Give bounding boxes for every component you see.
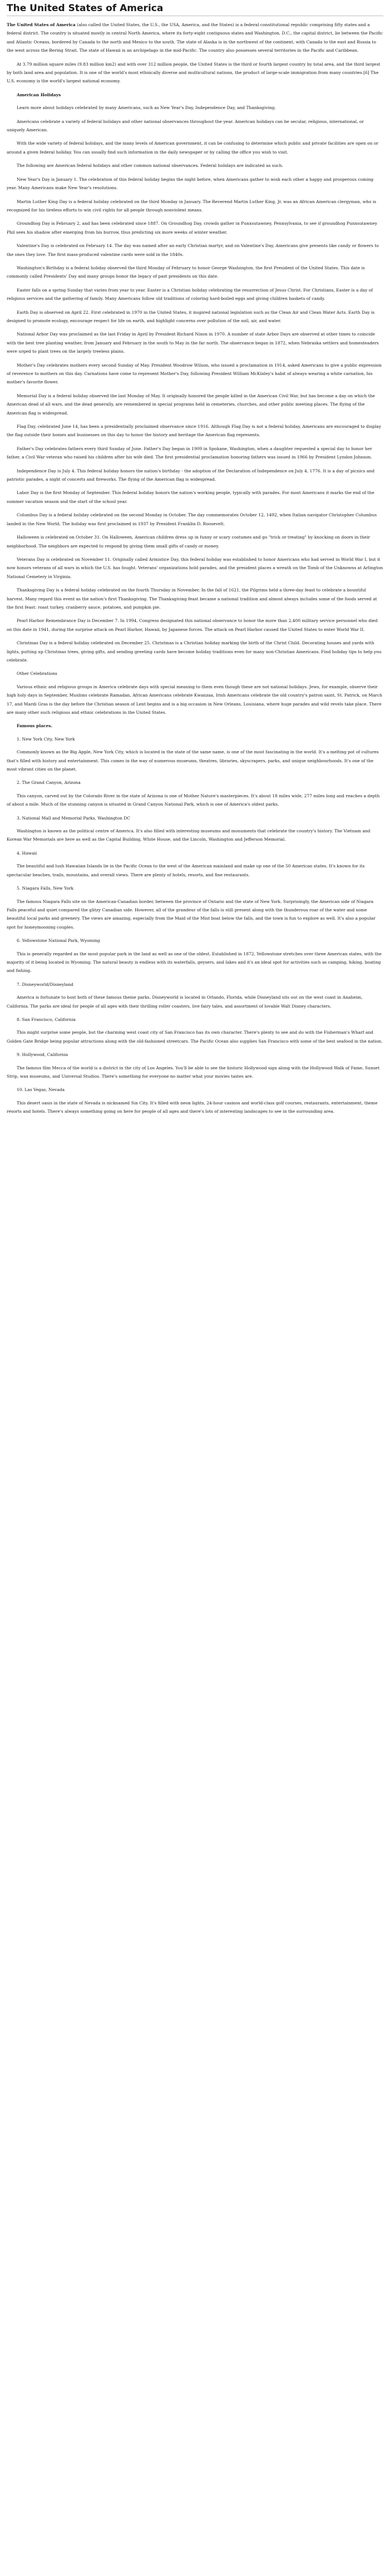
- place-description: This canyon, carved out by the Colorado River in the state of Arizona is one of Mother Nature's masterpieces. It's about 18 miles wide, 277 miles long and reaches a depth of about a mile. Much of the stunning canyon is situated in Grand Canyon National Park, which is one of America's oldest parks.: [7, 793, 380, 807]
- holiday-paragraph: Americans celebrate a variety of federal holidays and other national observances throughout the year. American holidays can be secular, religious, international, or uniquely American.: [7, 119, 364, 133]
- holiday-paragraph: Washington's Birthday is a federal holiday observed the third Monday of February to honor George Washington, the first President of the United States. This date is commonly called Presidents' Day and many groups honor the legacy of past presidents on this date.: [7, 265, 365, 279]
- intro-lead: The United States of America: [7, 22, 76, 27]
- place-description: The beautiful and lush Hawaiian Islands lie in the Pacific Ocean to the west of the American mainland and make up one of the 50 American states. It's known for its spectacular beaches, trails, mountains, and overall views. There are plenty of hotels, resorts, and fine restaurants.: [7, 863, 365, 877]
- holiday-paragraph: With the wide variety of federal holidays, and the many levels of American government, it can be confusing to determine which public and private facilities are open on or around a given federal holiday. You can usually find such information in the daily newspaper or by calling the office you wish to visit.: [7, 141, 378, 155]
- intro-text: (also called the United States, the U.S., the USA, America, and the States) is a federal constitutional republic comprising fifty states and a federal district. The country is situated mostly in central North America, where its forty-eight contiguous states and Washington, D.C., the capital district, lie between the Pacific and Atlantic Oceans, bordered by Canada to the north and Mexico to the south. The state of Alaska is in the northwest of the continent, with Canada to the east and Russia to the west across the Bering Strait. The state of Hawaii is an archipelago in the mid-Pacific. The country also possesses several territories in the Pacific and Caribbean.: [7, 22, 383, 53]
- holidays-heading: American Holidays: [17, 92, 61, 97]
- holiday-section: [7, 103, 383, 664]
- holiday-paragraph: National Arbor Day was proclaimed as the last Friday in April by President Richard Nixon in 1970. A number of state Arbor Days are observed at other times to coincide with the best tree planting weather, from January and February in the south to May in the far north. The observance began in 1872, when Nebraska settlers and homesteaders were urged to plant trees on the largely treeless plains.: [7, 332, 379, 354]
- article: [0, 0, 390, 1116]
- holiday-paragraph: Earth Day is observed on April 22. First celebrated in 1970 in the United States, it inspired national legislation such as the Clean Air and Clean Water Acts. Earth Day is designed to promote ecology, encourage respect for life on earth, and highlight concerns over pollution of the soil, air, and water.: [7, 309, 375, 323]
- holiday-paragraph: Halloween is celebrated on October 31. On Halloween, American children dress up in funny or scary costumes and go "trick or treating" by knocking on doors in their neighborhood. The neighbors are expected to respond by giving them small gifts of candy or money.: [7, 535, 371, 549]
- place-name: 5. Niagara Falls, New York: [17, 886, 74, 891]
- place-description: America is fortunate to host both of these famous theme parks. Disneyworld is located in Orlando, Florida, while Disneyland sits out on the west coast in Anaheim, California. The parks are ideal for people of all ages with their thrilling roller coasters, live fairy tales, and assortment of lovable Walt Disney characters.: [7, 995, 363, 1009]
- place-description: Washington is known as the political centre of America. It's also filled with interesting museums and monuments that celebrate the country's history. The Vietnam and Korean War Memorials are here as well as the Capital Building, White House, and the Lincoln, Washington and Jefferson Memorial.: [7, 828, 371, 842]
- holiday-paragraph: New Year's Day is January 1. The celebration of this federal holiday begins the night before, when Americans gather to wish each other a happy and prosperous coming year. Many Americans make New Year's resolutions.: [7, 176, 374, 191]
- place-description: This might surprise some people, but the charming west coast city of San Francisco has its own character. There's plenty to see and do with the Fisherman's Wharf and Golden Gate Bridge being popular attractions along with the old-fashioned streetcars. The Pacific Ocean also supplies San Francisco with some of the best seafood in the nation.: [7, 1030, 383, 1044]
- holiday-paragraph: Martin Luther King Day is a federal holiday celebrated on the third Monday in January. The Reverend Martin Luther King, Jr. was an African American clergyman, who is recognized for his tireless efforts to win civil rights for all people through nonviolent means.: [7, 199, 377, 213]
- place-description: This desert oasis in the state of Nevada is nicknamed Sin City. It's filled with neon lights, 24-hour casinos and world-class golf courses, restaurants, entertainment, theme resorts and hotels. There's always something going on here for people of all ages and there's lots of interesting landscapes to see in the surrounding area.: [7, 1100, 378, 1114]
- place-name: 7. Disneyworld/Disneyland: [17, 981, 73, 987]
- place-description: The famous Niagara Falls site on the American-Canadian border, between the province of Ontario and the state of New York. Surprisingly, the American side of Niagara Falls peaceful and quiet compared the glitzy Canadian side. However, all of the grandeur of the falls is still present along with the thunderous roar of the water and some beautiful local parks and greenery. The views are amazing, especially from the Maid of the Mist boat below the falls, and the town is fun to explore as well. It's also a popular spot for honeymooning couples.: [7, 899, 376, 930]
- place-name: 6. Yellowstone National Park, Wyoming: [17, 938, 100, 944]
- famous-places-heading: Famous places.: [17, 723, 53, 729]
- holiday-paragraph: Father's Day celebrates fathers every third Sunday of June. Father's Day began in 1909 in Spokane, Washington, when a daughter requested a special day to honor her father, a Civil War veteran who raised his children after his wife died. The first presidential proclamation honoring fathers was issued in 1966 by President Lyndon Johnson.: [7, 446, 372, 460]
- holiday-paragraph: Pearl Harbor Remembrance Day is December 7. In 1994, Congress designated this national observance to honor the more than 2,400 military service personnel who died on this date in 1941, during the surprise attack on Pearl Harbor, Hawaii, by Japanese forces. The attack on Pearl Harbor caused the United States to enter World War II.: [7, 618, 378, 632]
- place-description: Commonly known as the Big Apple, New York City, which is located in the state of the same name, is one of the most fascinating in the world. It's a melting pot of cultures that's filled with history and entertainment. This comes in the way of numerous museums, theatres, libraries, skyscrapers, parks, and unique neighbourhoods. It's one of the most vibrant cities on the planet.: [7, 749, 379, 772]
- holiday-paragraph: The following are American federal holidays and other common national observances. Federal holidays are indicated as such.: [17, 163, 283, 169]
- holiday-paragraph: Independence Day is July 4. This federal holiday honors the nation's birthday - the adoption of the Declaration of Independence on July 4, 1776. It is a day of picnics and patriotic parades, a night of concerts and fireworks. The flying of the American flag is widespread.: [7, 468, 374, 482]
- holiday-paragraph: Learn more about holidays celebrated by many Americans, such as New Year's Day, Independence Day, and Thanksgiving.: [17, 105, 276, 111]
- holiday-paragraph: Columbus Day is a federal holiday celebrated on the second Monday in October. The day commemorates October 12, 1492, when Italian navigator Christopher Columbus landed in the New World. The holiday was first proclaimed in 1937 by President Franklin D. Roosevelt.: [7, 512, 377, 526]
- place-name: 10. Las Vegas, Nevada: [17, 1087, 65, 1093]
- place-name: 1. New York City, New York: [17, 736, 75, 742]
- holiday-paragraph: Labor Day is the first Monday of September. This federal holiday honors the nation's working people, typically with parades. For most Americans it marks the end of the summer vacation season and the start of the school year.: [7, 490, 374, 504]
- place-description: The famous film Mecca of the world is a district in the city of Los Angeles. You'll be able to see the historic Hollywood sign along with the Hollywood Walk of Fame, Sunset Strip, wax museums, and Universal Studios. There's something for everyone no matter what your movies tastes are.: [7, 1065, 380, 1079]
- holiday-paragraph: Flag Day, celebrated June 14, has been a presidentially proclaimed observance since 1916. Although Flag Day is not a federal holiday, Americans are encouraged to display the flag outside their homes and businesses on this day to honor the history and heritage the American flag represents.: [7, 424, 382, 438]
- holiday-paragraph: Christmas Day is a federal holiday celebrated on December 25. Christmas is a Christian holiday marking the birth of the Christ Child. Decorating houses and yards with lights, putting up Christmas trees, giving gifts, and sending greeting cards have become holiday traditions even for many non-Christian Americans. Find holiday tips to help you celebrate.: [7, 640, 382, 663]
- intro-paragraph: [7, 21, 383, 55]
- page-title: The United States of America: [7, 3, 164, 14]
- place-name: 9. Hollywood, California: [17, 1052, 68, 1058]
- holiday-paragraph: Valentine's Day is celebrated on February 14. The day was named after an early Christian martyr, and on Valentine's Day, Americans give presents like candy or flowers to the ones they love. The first mass-produced valentine cards were sold in the 1840s.: [7, 243, 379, 257]
- place-name: 8. San Francisco, California: [17, 1016, 76, 1022]
- place-name: 2. The Grand Canyon, Arizona: [17, 780, 81, 786]
- other-celebrations-text: Various ethnic and religious groups in America celebrate days with special meaning to them even though these are not national holidays. Jews, for example, observe their high holy days in September, Muslims celebrate Ramadan, African Americans celebrate Kwanzaa, Irish Americans celebrate the old country's patron saint, St. Patrick, on March 17, and Mardi Gras is the day before the Christian season of Lent begins and is a big occasion in New Orleans, Louisiana, where huge parades and wild revels take place. There are many other such religious and ethnic celebrations in the United States.: [7, 684, 383, 715]
- holiday-paragraph: Memorial Day is a federal holiday observed the last Monday of May. It originally honored the people killed in the American Civil War, but has become a day on which the American dead of all wars, and the dead generally, are remembered in special programs held in cemeteries, churches, and other public meeting places. The flying of the American flag is widespread.: [7, 393, 375, 416]
- intro-paragraph-2: At 3.79 million square miles (9.83 million km2) and with over 312 million people, the United States is the third or fourth largest country by total area, and the third largest by both land area and population. It is one of the world's most ethnically diverse and multicultural nations, the product of large-scale immigration from many countries.[6] The U.S. economy is the world's largest national economy.: [7, 61, 381, 84]
- holiday-paragraph: Easter falls on a spring Sunday that varies from year to year. Easter is a Christian holiday celebrating the resurrection of Jesus Christ. For Christians, Easter is a day of religious services and the gathering of family. Many Americans follow old traditions of coloring hard-boiled eggs and giving children baskets of candy.: [7, 287, 373, 302]
- other-celebrations-heading: Other Celebrations: [17, 671, 57, 677]
- place-name: 4. Hawaii: [17, 850, 37, 856]
- holiday-paragraph: Mother's Day celebrates mothers every second Sunday of May. President Woodrow Wilson, who issued a proclamation in 1914, asked Americans to give a public expression of reverence to mothers on this day. Carnations have come to represent Mother's Day, following President William McKinley's habit of always wearing a white carnation, his mother's favorite flower.: [7, 362, 382, 385]
- holiday-paragraph: Veterans Day is celebrated on November 11. Originally called Armistice Day, this federal holiday was established to honor Americans who had served in World War I, but it now honors veterans of all wars in which the U.S. has fought. Veterans' organizations hold parades, and the president places a wreath on the Tomb of the Unknowns at Arlington National Cemetery in Virginia.: [7, 556, 383, 579]
- famous-places-section: [7, 735, 383, 1116]
- holiday-paragraph: Groundhog Day is February 2, and has been celebrated since 1887. On Groundhog Day, crowds gather in Punxsutawney, Pennsylvania, to see if groundhog Punxsutawney Phil sees his shadow after emerging from his burrow, thus predicting six more weeks of winter weather.: [7, 221, 377, 235]
- holiday-paragraph: Thanksgiving Day is a federal holiday celebrated on the fourth Thursday in November. In the fall of 1621, the Pilgrims held a three-day feast to celebrate a bountiful harvest. Many regard this event as the nation's first Thanksgiving. The Thanksgiving feast became a national tradition and almost always includes some of the foods served at the first feast: roast turkey, cranberry sauce, potatoes, and pumpkin pie.: [7, 588, 377, 610]
- place-name: 3. National Mall and Memorial Parks, Washington DC: [17, 815, 131, 821]
- place-description: This is generally regarded as the most popular park in the land as well as one of the oldest. Established in 1872, Yellowstone stretches over three American states, with the majority of it being located in Wyoming. The natural beauty is endless with its waterfalls, geysers, and lakes and it's an ideal spot for activities such as camping, hiking, boating and fishing.: [7, 951, 382, 974]
